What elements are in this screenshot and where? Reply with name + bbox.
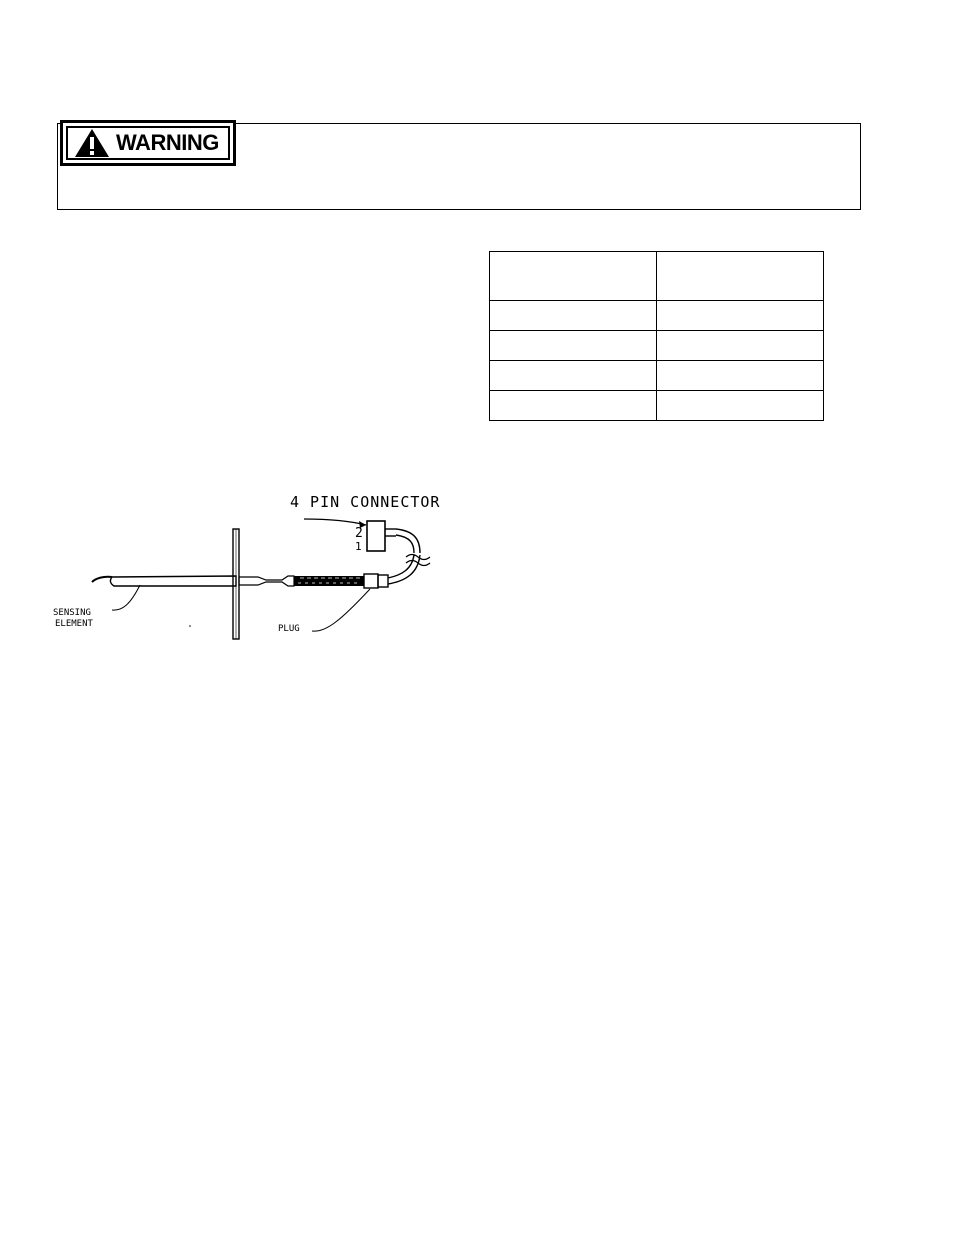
table-cell — [490, 361, 657, 391]
table-cell — [490, 331, 657, 361]
connector-label: 4 PIN CONNECTOR — [290, 493, 441, 511]
sensing-element-label-line1: SENSING — [53, 608, 91, 618]
exclamation-triangle-icon — [74, 128, 110, 158]
warning-badge — [60, 120, 236, 166]
table-row — [490, 391, 824, 421]
table-cell — [657, 361, 824, 391]
table-cell — [657, 301, 824, 331]
plug-label: PLUG — [278, 624, 300, 634]
table-header-cell — [657, 252, 824, 301]
table-header-row — [490, 252, 824, 301]
pin-1-label: 1 — [355, 540, 362, 553]
table-row — [490, 301, 824, 331]
table-row — [490, 331, 824, 361]
pin-2-label: 2 — [355, 526, 363, 541]
table-cell — [490, 301, 657, 331]
table-cell — [657, 391, 824, 421]
spec-table — [489, 251, 824, 421]
table-row — [490, 361, 824, 391]
sensor-figure — [50, 485, 460, 645]
warning-label: WARNING — [116, 130, 219, 155]
sensing-element-label-line2: ELEMENT — [55, 619, 93, 629]
table-cell — [490, 391, 657, 421]
table-cell — [657, 331, 824, 361]
table-header-cell — [490, 252, 657, 301]
